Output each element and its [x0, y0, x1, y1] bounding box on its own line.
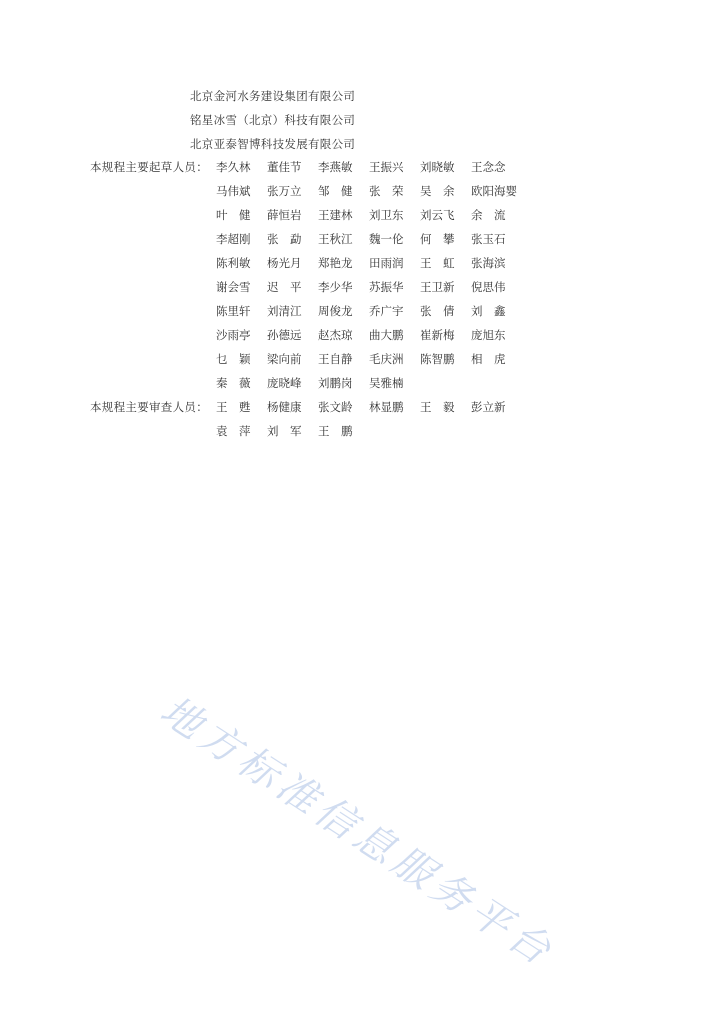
- person-name: 毛庆洲: [369, 352, 404, 366]
- person-name: 董佳节: [267, 160, 302, 174]
- watermark-text: 地方标准信息服务平台: [152, 687, 563, 977]
- person-name: 沙雨亭: [216, 328, 251, 342]
- person-name: 杨光月: [267, 256, 302, 270]
- person-name: 陈里轩: [216, 304, 251, 318]
- person-name: 王振兴: [369, 160, 404, 174]
- person-name: 孙德远: [267, 328, 302, 342]
- person-name: 杨健康: [267, 400, 302, 414]
- person-name: 王念念: [471, 160, 506, 174]
- person-name: 秦 薇: [216, 376, 251, 390]
- organization-line: 北京金河水务建设集团有限公司: [190, 89, 356, 103]
- drafters-label: 本规程主要起草人员：: [90, 160, 208, 174]
- person-name: 迟 平: [267, 280, 302, 294]
- person-name: 庞晓峰: [267, 376, 302, 390]
- person-name: 庞旭东: [471, 328, 506, 342]
- person-name: 余 流: [471, 208, 506, 222]
- person-name: 刘 军: [267, 424, 302, 438]
- person-name: 彭立新: [471, 400, 506, 414]
- person-name: 邹 健: [318, 184, 353, 198]
- person-name: 刘卫东: [369, 208, 404, 222]
- person-name: 刘晓敏: [420, 160, 455, 174]
- person-name: 张 勐: [267, 232, 302, 246]
- person-name: 梁向前: [267, 352, 302, 366]
- person-name: 曲大鹏: [369, 328, 404, 342]
- organization-line: 北京亚泰智博科技发展有限公司: [190, 137, 356, 151]
- person-name: 薛恒岩: [267, 208, 302, 222]
- person-name: 吴 余: [420, 184, 455, 198]
- person-name: 王 虹: [420, 256, 455, 270]
- person-name: 郑艳龙: [318, 256, 353, 270]
- person-name: 吴雅楠: [369, 376, 404, 390]
- person-name: 苏振华: [369, 280, 404, 294]
- person-name: 王卫新: [420, 280, 455, 294]
- person-name: 周俊龙: [318, 304, 353, 318]
- person-name: 王秋江: [318, 232, 353, 246]
- person-name: 倪思伟: [471, 280, 506, 294]
- person-name: 刘 鑫: [471, 304, 506, 318]
- person-name: 相 虎: [471, 352, 506, 366]
- person-name: 马伟斌: [216, 184, 251, 198]
- person-name: 李超刚: [216, 232, 251, 246]
- person-name: 王 毅: [420, 400, 455, 414]
- person-name: 张 倩: [420, 304, 455, 318]
- person-name: 袁 萍: [216, 424, 251, 438]
- person-name: 王 甦: [216, 400, 251, 414]
- person-name: 陈利敏: [216, 256, 251, 270]
- person-name: 陈智鹏: [420, 352, 455, 366]
- person-name: 李久林: [216, 160, 251, 174]
- person-name: 欧阳海婴: [471, 184, 517, 198]
- person-name: 乔广宇: [369, 304, 404, 318]
- person-name: 叶 健: [216, 208, 251, 222]
- person-name: 王 鹏: [318, 424, 353, 438]
- person-name: 林显鹏: [369, 400, 404, 414]
- person-name: 张文龄: [318, 400, 353, 414]
- person-name: 刘清江: [267, 304, 302, 318]
- person-name: 李少华: [318, 280, 353, 294]
- person-name: 田雨润: [369, 256, 404, 270]
- person-name: 张玉石: [471, 232, 506, 246]
- person-name: 王建林: [318, 208, 353, 222]
- person-name: 张 荣: [369, 184, 404, 198]
- person-name: 魏一伦: [369, 232, 404, 246]
- person-name: 乜 颖: [216, 352, 251, 366]
- reviewers-label: 本规程主要审查人员：: [90, 400, 208, 414]
- person-name: 张万立: [267, 184, 302, 198]
- person-name: 李燕敏: [318, 160, 353, 174]
- person-name: 王自静: [318, 352, 353, 366]
- person-name: 何 攀: [420, 232, 455, 246]
- person-name: 刘鹏岗: [318, 376, 353, 390]
- person-name: 赵杰琼: [318, 328, 353, 342]
- organization-line: 铭星冰雪（北京）科技有限公司: [190, 113, 356, 127]
- person-name: 刘云飞: [420, 208, 455, 222]
- person-name: 谢会雪: [216, 280, 251, 294]
- person-name: 崔新梅: [420, 328, 455, 342]
- person-name: 张海滨: [471, 256, 506, 270]
